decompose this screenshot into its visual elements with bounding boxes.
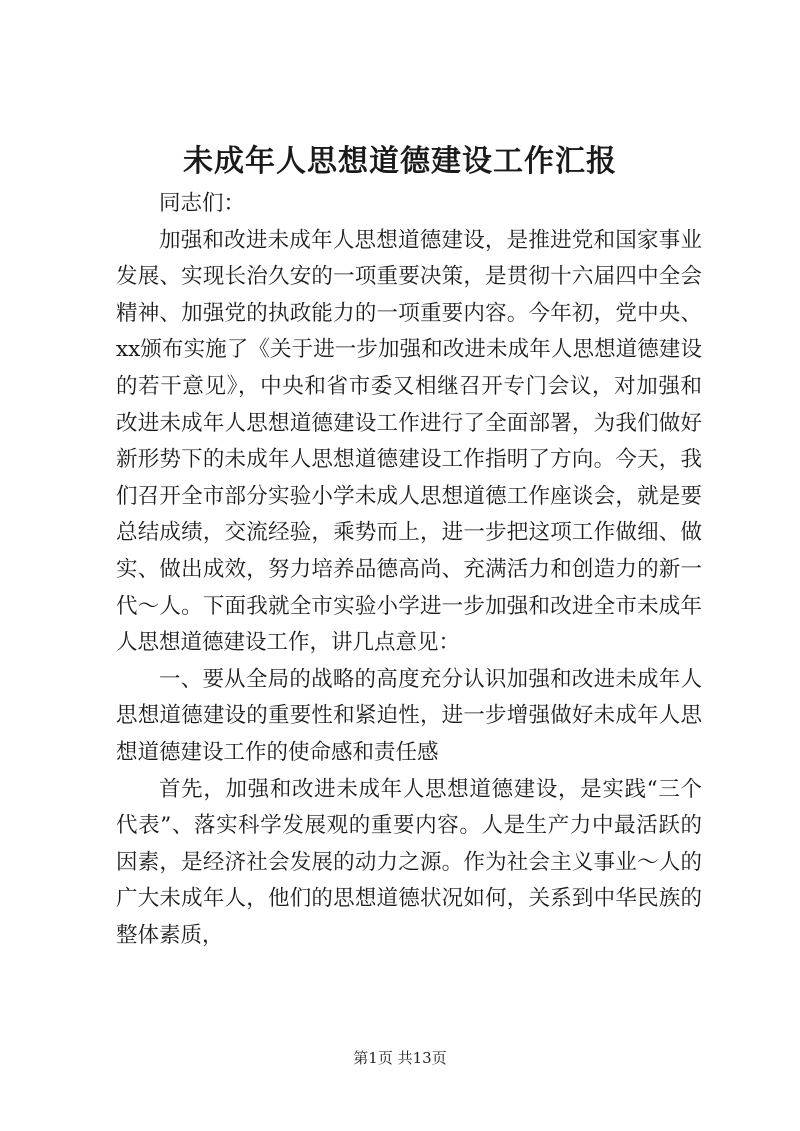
section-heading-one: 一、要从全局的战略的高度充分认识加强和改进未成年人思想道德建设的重要性和紧迫性，进一步增强做好未成年人思想道德建设工作的使命感和责任感: [116, 666, 702, 765]
document-body: [116, 186, 702, 954]
paragraph-intro: 加强和改进未成年人思想道德建设，是推进党和国家事业发展、实现长治久安的一项重要决策，是贯彻十六届四中全会精神、加强党的执政能力的一项重要内容。今年初，党中央、xx颁布实施了《关于进一步加强和改进未成年人思想道德建设的若干意见》，中央和省市委又相继召开专门会议，对加强和改进未成年人思想道德建设工作进行了全面部署，为我们做好新形势下的未成年人思想道德建设工作指明了方向。今天，我们召开全市部分实验小学未成人思想道德工作座谈会，就是要总结成绩，交流经验，乘势而上，进一步把这项工作做细、做实、做出成效，努力培养品德高尚、充满活力和创造力的新一代～人。下面我就全市实验小学进一步加强和改进全市未成年人思想道德建设工作，讲几点意见：: [116, 227, 702, 656]
document-title: 未成年人思想道德建设工作汇报: [183, 144, 617, 179]
greeting-line: 同志们：: [159, 191, 246, 216]
paragraph-first-point: 首先，加强和改进未成年人思想道德建设，是实践“三个代表”、落实科学发展观的重要内容。人是生产力中最活跃的因素，是经济社会发展的动力之源。作为社会主义事业～人的广大未成年人，他们的思想道德状况如何，关系到中华民族的整体素质，: [116, 776, 702, 948]
page-number-footer: 第1页 共13页: [353, 1049, 447, 1067]
